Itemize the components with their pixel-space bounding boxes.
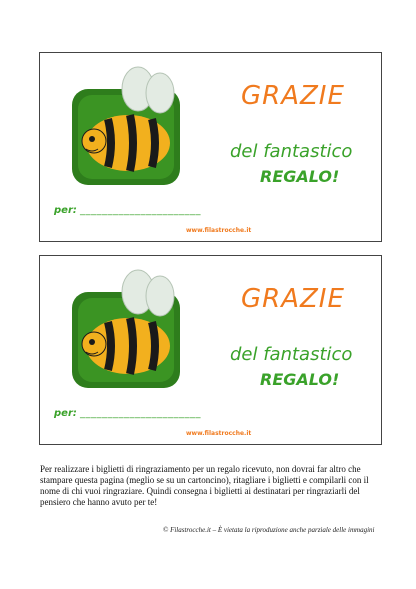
card-subtitle-line1: del fantastico xyxy=(230,141,353,162)
thank-you-card-2 xyxy=(39,255,382,445)
per-label: per: xyxy=(54,408,77,419)
card-subtitle-line2: REGALO! xyxy=(260,370,340,389)
card-subtitle-line2: REGALO! xyxy=(260,167,340,186)
site-url: www.filastrocche.it xyxy=(186,430,252,437)
thank-you-card-1 xyxy=(39,52,382,242)
per-label: per: xyxy=(54,205,77,216)
bee-illustration xyxy=(68,63,186,193)
copyright-notice: © Filastrocche.it – È vietata la riproduzione anche parziale delle immagini xyxy=(163,526,375,534)
name-blank-line: ______________________ xyxy=(80,205,201,216)
card-title: GRAZIE xyxy=(241,81,345,111)
card-title: GRAZIE xyxy=(241,284,345,314)
instructions-paragraph: Per realizzare i biglietti di ringraziamento per un regalo ricevuto, non dovrai far altro che stampare questa pagina (meglio se su un cartoncino), ritagliare i biglietti e compilarli con il nome di chi vuoi ringraziare. Quindi consegna i biglietti ai destinatari per ringraziarli del pensiero che hanno avuto per te! xyxy=(40,464,369,507)
site-url: www.filastrocche.it xyxy=(186,227,252,234)
bee-illustration xyxy=(68,266,186,396)
card-subtitle-line1: del fantastico xyxy=(230,344,353,365)
name-blank-line: ______________________ xyxy=(80,408,201,419)
